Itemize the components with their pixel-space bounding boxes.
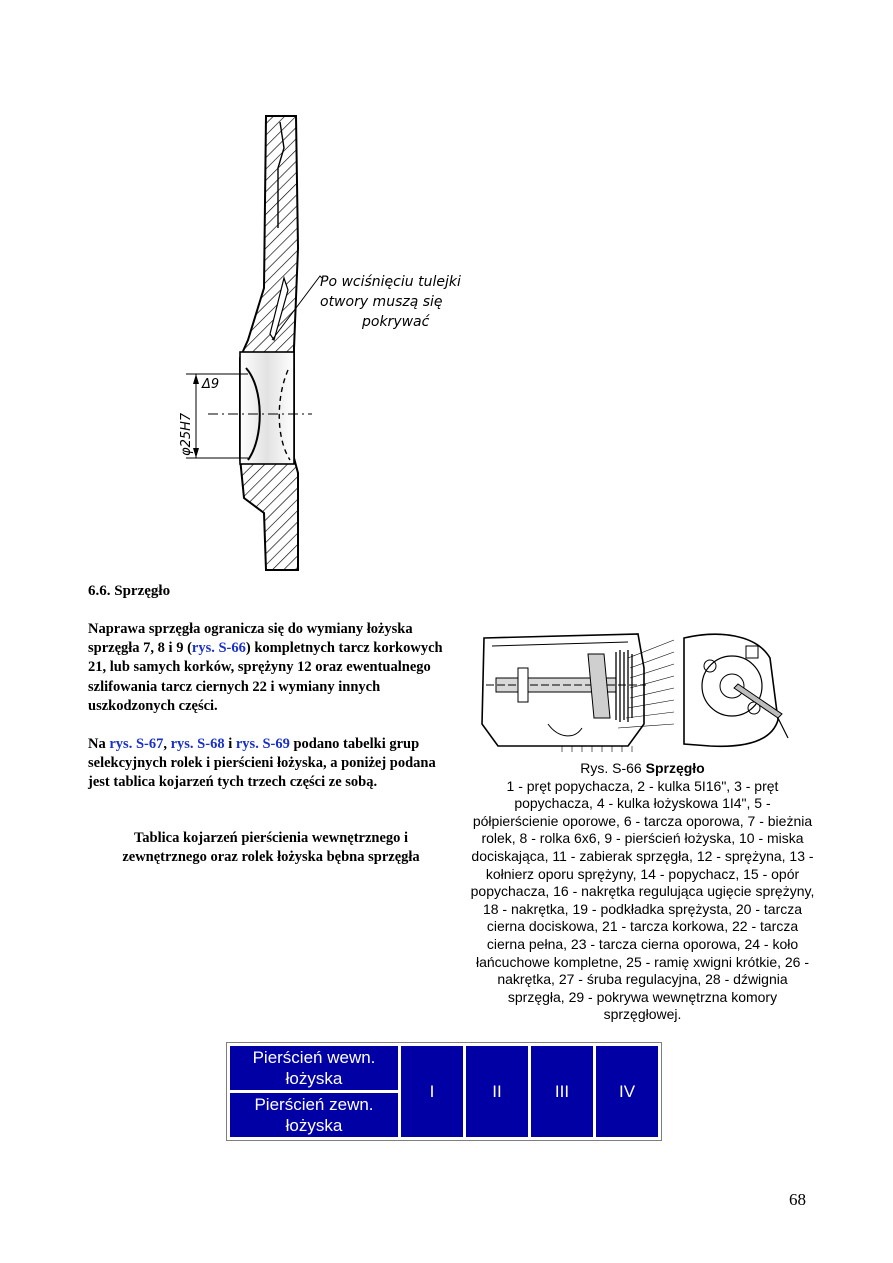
bearing-matching-table	[226, 1042, 662, 1141]
group-cell-i: I	[401, 1046, 463, 1137]
table-caption: Tablica kojarzeń pierścienia wewnętrznego i zewnętrznego oraz rolek łożyska bębna sprzęgła	[122, 830, 420, 866]
link-rys-s67[interactable]: rys. S-67	[109, 736, 164, 752]
outer-ring-label: Pierścień zewn. łożyska	[230, 1093, 398, 1137]
repair-paragraph	[88, 620, 458, 716]
figure-legend: 1 - pręt popychacza, 2 - kulka 5I16", 3 - pręt popychacza, 4 - kulka łożyskowa 1I4", 5 - półpierścienie oporowe, 6 - tarcza oporowa, 7 - bieżnia rolek, 8 - rolka 6x6, 9 - pierścień łożyska, 10 - miska dociskająca, 11 - zabierak sprzęgła, 12 - sprężyna, 13 - kołnierz oporu sprężyny, 14 - popychacz, 15 - opór popychacza, 16 - nakrętka regulująca ugięcie sprężyny, 18 - nakrętka, 19 - podkładka sprężysta, 20 - tarcza cierna dociskowa, 21 - tarcza korkowa, 22 - tarcza cierna pełna, 23 - tarcza cierna oporowa, 24 - koło łańcuchowe kompletne, 25 - ramię xwigni krótkie, 26 - nakrętka, 27 - śruba regulacyjna, 28 - dźwignia sprzęgła, 29 - pokrywa wewnętrzna komory sprzęgłowej.	[470, 777, 815, 1023]
disc-cross-section-figure	[168, 108, 488, 578]
para1-text-before: Naprawa sprzęgła ogranicza się do wymiany łożyska sprzęgła 7, 8 i 9 (	[88, 621, 413, 657]
para2-sep2: i	[224, 736, 236, 752]
figure-caption-prefix: Rys. S-66	[580, 760, 646, 776]
figure-caption	[470, 760, 815, 1024]
group-cell-iii: III	[531, 1046, 593, 1137]
para2-sep1: ,	[163, 736, 171, 752]
figure-caption-title-line	[470, 760, 815, 778]
annotation-line-1: Po wciśnięciu tulejki	[320, 274, 461, 290]
annotation-line-3: pokrywać	[362, 314, 430, 330]
diameter-label: φ25H7	[179, 412, 194, 456]
inner-ring-label: Pierścień wewn. łożyska	[230, 1046, 398, 1090]
dimension-label: Δ9	[202, 377, 220, 392]
link-rys-s66[interactable]: rys. S-66	[191, 640, 246, 657]
table-row	[230, 1046, 658, 1090]
para1-text-after: ) kompletnych tarcz korkowych 21, lub samych korków, sprężyny 12 oraz ewentualnego szlifowania tarcz ciernych 22 i wymiany innych uszkodzonych części.	[88, 640, 443, 714]
clutch-assembly-figure	[478, 628, 808, 756]
annotation-line-2: otwory muszą się	[320, 294, 443, 310]
para2-suffix: podano tabelki grup selekcyjnych rolek i pierścieni łożyska, a poniżej podana jest tablica kojarzeń tych trzech części ze sobą.	[88, 736, 436, 791]
selection-groups-paragraph	[88, 735, 458, 793]
link-rys-s69[interactable]: rys. S-69	[235, 736, 290, 752]
group-cell-ii: II	[466, 1046, 528, 1137]
figure-caption-title: Sprzęgło	[645, 760, 705, 776]
group-cell-iv: IV	[596, 1046, 658, 1137]
para2-prefix: Na	[88, 736, 110, 752]
link-rys-s68[interactable]: rys. S-68	[170, 736, 225, 752]
page-number: 68	[789, 1190, 806, 1209]
section-title: 6.6. Sprzęgło	[88, 583, 171, 599]
